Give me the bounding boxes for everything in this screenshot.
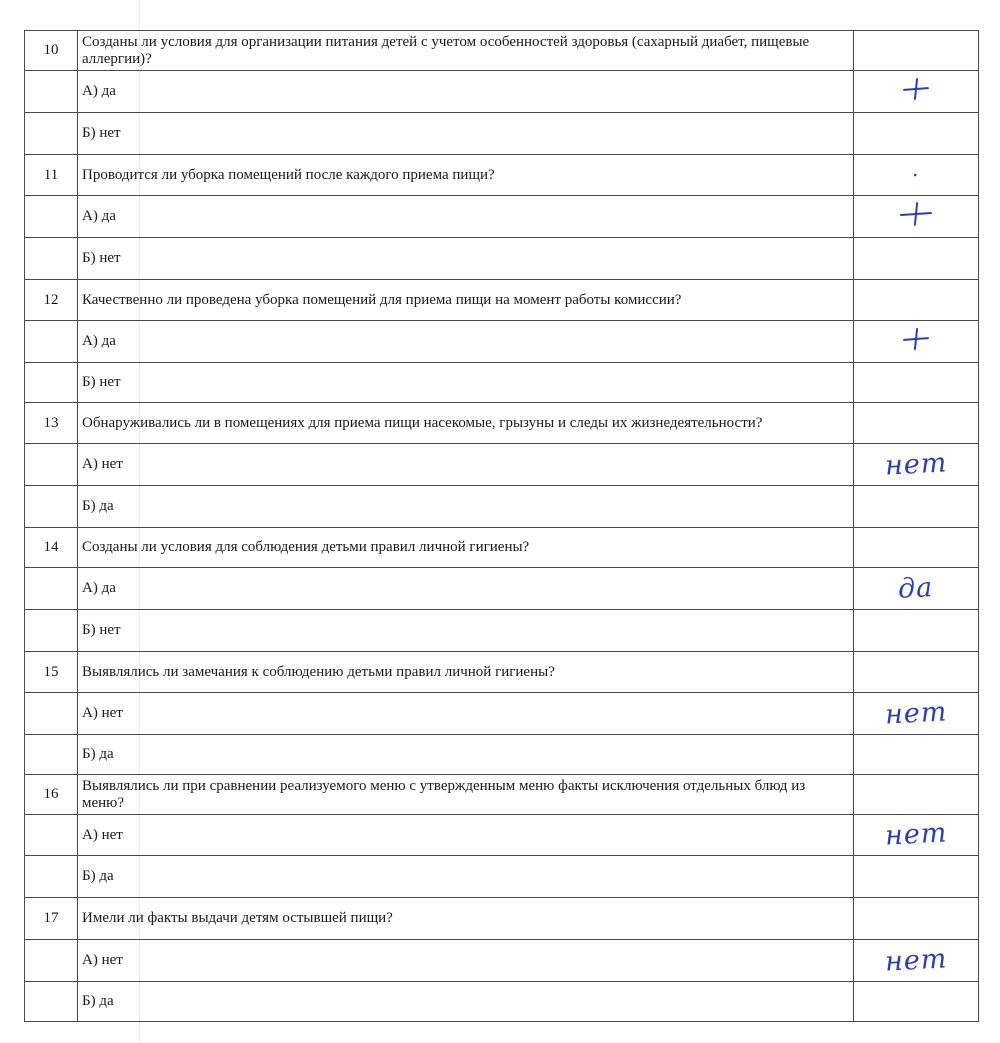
empty-number-cell xyxy=(25,940,78,982)
answer-cell xyxy=(854,898,979,940)
answer-cell xyxy=(854,444,979,486)
empty-number-cell xyxy=(25,71,78,113)
empty-number-cell xyxy=(25,693,78,735)
option-label: Б) да xyxy=(78,486,854,528)
answer-cell xyxy=(854,610,979,652)
handwritten-plus-mark xyxy=(902,326,930,352)
question-number: 12 xyxy=(25,280,78,321)
empty-number-cell xyxy=(25,610,78,652)
option-row xyxy=(25,444,979,486)
empty-number-cell xyxy=(25,238,78,280)
option-label: Б) нет xyxy=(78,363,854,403)
option-row xyxy=(25,735,979,775)
handwritten-answer: нет xyxy=(884,817,948,852)
question-row xyxy=(25,31,979,71)
question-row xyxy=(25,155,979,196)
question-text: Выявлялись ли при сравнении реализуемого меню с утвержденным меню факты исключения отдельных блюд из меню? xyxy=(78,775,854,815)
handwritten-plus-mark xyxy=(902,76,930,102)
empty-number-cell xyxy=(25,444,78,486)
option-row xyxy=(25,321,979,363)
option-row xyxy=(25,610,979,652)
option-label: А) да xyxy=(78,71,854,113)
option-row xyxy=(25,113,979,155)
question-number: 10 xyxy=(25,31,78,71)
question-row xyxy=(25,528,979,568)
empty-number-cell xyxy=(25,735,78,775)
question-text: Качественно ли проведена уборка помещений для приема пищи на момент работы комиссии? xyxy=(78,280,854,321)
option-label: А) нет xyxy=(78,444,854,486)
question-row xyxy=(25,652,979,693)
option-row xyxy=(25,568,979,610)
question-text: Проводится ли уборка помещений после каждого приема пищи? xyxy=(78,155,854,196)
option-label: А) да xyxy=(78,568,854,610)
answer-cell xyxy=(854,652,979,693)
question-text: Имели ли факты выдачи детям остывшей пищи? xyxy=(78,898,854,940)
question-row xyxy=(25,775,979,815)
question-number: 15 xyxy=(25,652,78,693)
option-row xyxy=(25,856,979,898)
question-row xyxy=(25,898,979,940)
answer-cell xyxy=(854,113,979,155)
option-label: А) да xyxy=(78,196,854,238)
answer-cell xyxy=(854,403,979,444)
option-row xyxy=(25,363,979,403)
question-text: Выявлялись ли замечания к соблюдению детьми правил личной гигиены? xyxy=(78,652,854,693)
handwritten-dot-mark: · xyxy=(911,162,921,188)
handwritten-answer: нет xyxy=(884,446,948,482)
handwritten-answer: да xyxy=(897,571,935,605)
question-text: Обнаруживались ли в помещениях для приема пищи насекомые, грызуны и следы их жизнедеятельности? xyxy=(78,403,854,444)
option-label: А) нет xyxy=(78,940,854,982)
option-label: Б) да xyxy=(78,856,854,898)
answer-cell xyxy=(854,321,979,363)
option-row xyxy=(25,815,979,856)
option-label: А) да xyxy=(78,321,854,363)
option-label: Б) нет xyxy=(78,113,854,155)
handwritten-answer: нет xyxy=(884,695,948,731)
empty-number-cell xyxy=(25,815,78,856)
answer-cell xyxy=(854,238,979,280)
question-text: Созданы ли условия для соблюдения детьми правил личной гигиены? xyxy=(78,528,854,568)
empty-number-cell xyxy=(25,363,78,403)
option-label: Б) нет xyxy=(78,610,854,652)
questionnaire-table xyxy=(24,30,979,1022)
answer-cell xyxy=(854,528,979,568)
answer-cell xyxy=(854,982,979,1022)
question-row xyxy=(25,280,979,321)
option-row xyxy=(25,71,979,113)
answer-cell xyxy=(854,71,979,113)
empty-number-cell xyxy=(25,113,78,155)
option-label: Б) нет xyxy=(78,238,854,280)
option-label: Б) да xyxy=(78,982,854,1022)
questionnaire-sheet xyxy=(24,30,978,1022)
question-number: 17 xyxy=(25,898,78,940)
answer-cell xyxy=(854,940,979,982)
question-number: 16 xyxy=(25,775,78,815)
option-label: А) нет xyxy=(78,815,854,856)
option-row xyxy=(25,982,979,1022)
answer-cell xyxy=(854,31,979,71)
answer-cell xyxy=(854,693,979,735)
empty-number-cell xyxy=(25,568,78,610)
answer-cell xyxy=(854,735,979,775)
option-row xyxy=(25,486,979,528)
answer-cell xyxy=(854,196,979,238)
option-row xyxy=(25,940,979,982)
option-row xyxy=(25,693,979,735)
empty-number-cell xyxy=(25,486,78,528)
question-number: 13 xyxy=(25,403,78,444)
answer-cell xyxy=(854,815,979,856)
answer-cell xyxy=(854,775,979,815)
handwritten-plus-mark xyxy=(899,200,933,228)
question-number: 14 xyxy=(25,528,78,568)
answer-cell xyxy=(854,856,979,898)
question-row xyxy=(25,403,979,444)
question-text: Созданы ли условия для организации питания детей с учетом особенностей здоровья (сахарный диабет, пищевые аллергии)? xyxy=(78,31,854,71)
empty-number-cell xyxy=(25,856,78,898)
option-row xyxy=(25,238,979,280)
answer-cell xyxy=(854,363,979,403)
empty-number-cell xyxy=(25,196,78,238)
option-label: А) нет xyxy=(78,693,854,735)
question-number: 11 xyxy=(25,155,78,196)
answer-cell xyxy=(854,155,979,196)
handwritten-answer: нет xyxy=(884,942,948,978)
option-row xyxy=(25,196,979,238)
answer-cell xyxy=(854,568,979,610)
answer-cell xyxy=(854,280,979,321)
empty-number-cell xyxy=(25,321,78,363)
answer-cell xyxy=(854,486,979,528)
option-label: Б) да xyxy=(78,735,854,775)
empty-number-cell xyxy=(25,982,78,1022)
